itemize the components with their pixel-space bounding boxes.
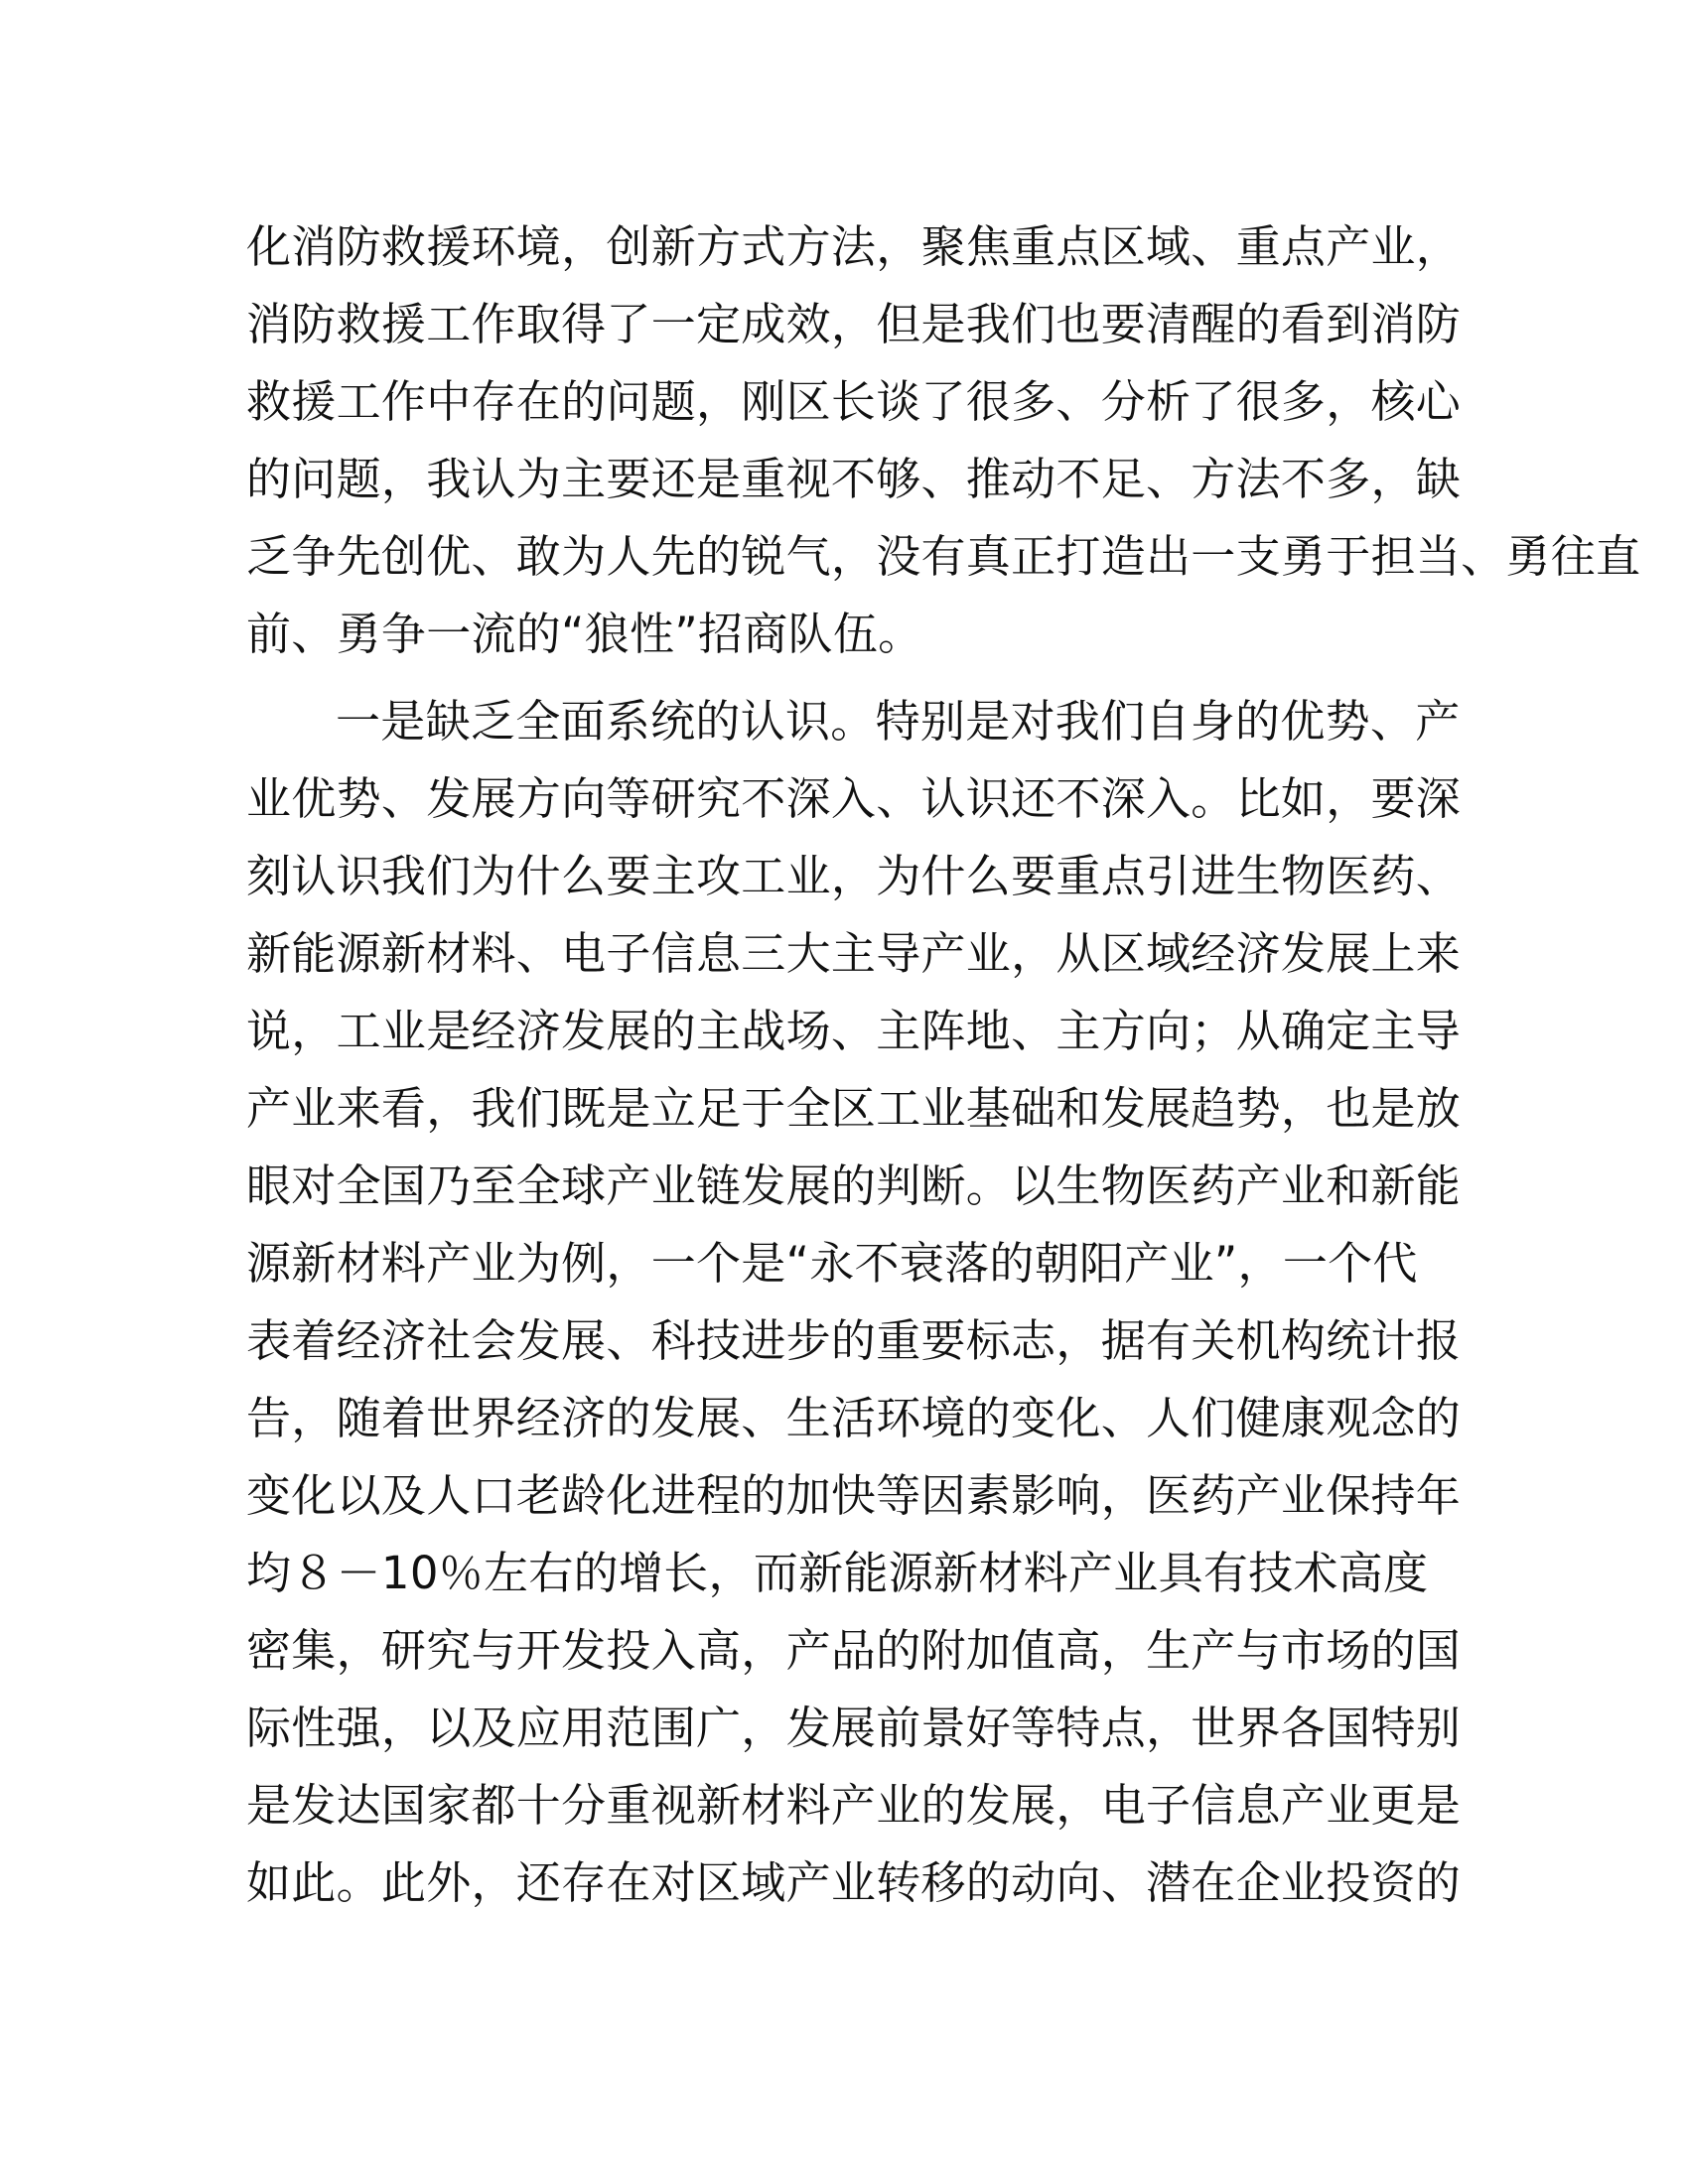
text-line: 变化以及人口老龄化进程的加快等因素影响，医药产业保持年 xyxy=(246,1469,1462,1522)
text-line: 眼对全国乃至全球产业链发展的判断。以生物医药产业和新能 xyxy=(246,1160,1462,1212)
paragraph-2 xyxy=(246,683,1636,1922)
text-line: 均８－10％左右的增长，而新能源新材料产业具有技术高度 xyxy=(246,1547,1429,1599)
text-line-indented: 一是缺乏全面系统的认识。特别是对我们自身的优势、产 xyxy=(336,695,1461,748)
text-line: 告，随着世界经济的发展、生活环境的变化、人们健康观念的 xyxy=(246,1392,1462,1444)
text-line: 业优势、发展方向等研究不深入、认识还不深入。比如，要深 xyxy=(246,772,1462,825)
text-line: 新能源新材料、电子信息三大主导产业，从区域经济发展上来 xyxy=(246,927,1462,980)
text-line: 乏争先创优、敢为人先的锐气，没有真正打造出一支勇于担当、勇往直 xyxy=(246,530,1641,583)
text-line: 密集，研究与开发投入高，产品的附加值高，生产与市场的国 xyxy=(246,1624,1462,1677)
text-line: 是发达国家都十分重视新材料产业的发展，电子信息产业更是 xyxy=(246,1779,1462,1832)
text-line: 表着经济社会发展、科技进步的重要标志，据有关机构统计报 xyxy=(246,1314,1462,1367)
text-line: 如此。此外，还存在对区域产业转移的动向、潜在企业投资的 xyxy=(246,1856,1462,1909)
text-line: 前、勇争一流的“狼性”招商队伍。 xyxy=(246,608,923,660)
text-line: 化消防救援环境，创新方式方法，聚焦重点区域、重点产业， xyxy=(246,220,1462,273)
paragraph-1 xyxy=(246,208,1641,673)
text-line: 说，工业是经济发展的主战场、主阵地、主方向；从确定主导 xyxy=(246,1005,1462,1057)
text-line: 的问题，我认为主要还是重视不够、推动不足、方法不多，缺 xyxy=(246,453,1462,505)
paragraph-spacer xyxy=(246,673,1636,683)
text-line: 源新材料产业为例，一个是“永不衰落的朝阳产业”，一个代 xyxy=(246,1237,1418,1290)
text-line: 救援工作中存在的问题，刚区长谈了很多、分析了很多，核心 xyxy=(246,375,1462,428)
body-text xyxy=(246,208,1641,1922)
text-line: 消防救援工作取得了一定成效，但是我们也要清醒的看到消防 xyxy=(246,298,1462,350)
text-line: 产业来看，我们既是立足于全区工业基础和发展趋势，也是放 xyxy=(246,1082,1462,1135)
text-line: 际性强，以及应用范围广，发展前景好等特点，世界各国特别 xyxy=(246,1702,1462,1754)
text-line: 刻认识我们为什么要主攻工业，为什么要重点引进生物医药、 xyxy=(246,850,1462,902)
